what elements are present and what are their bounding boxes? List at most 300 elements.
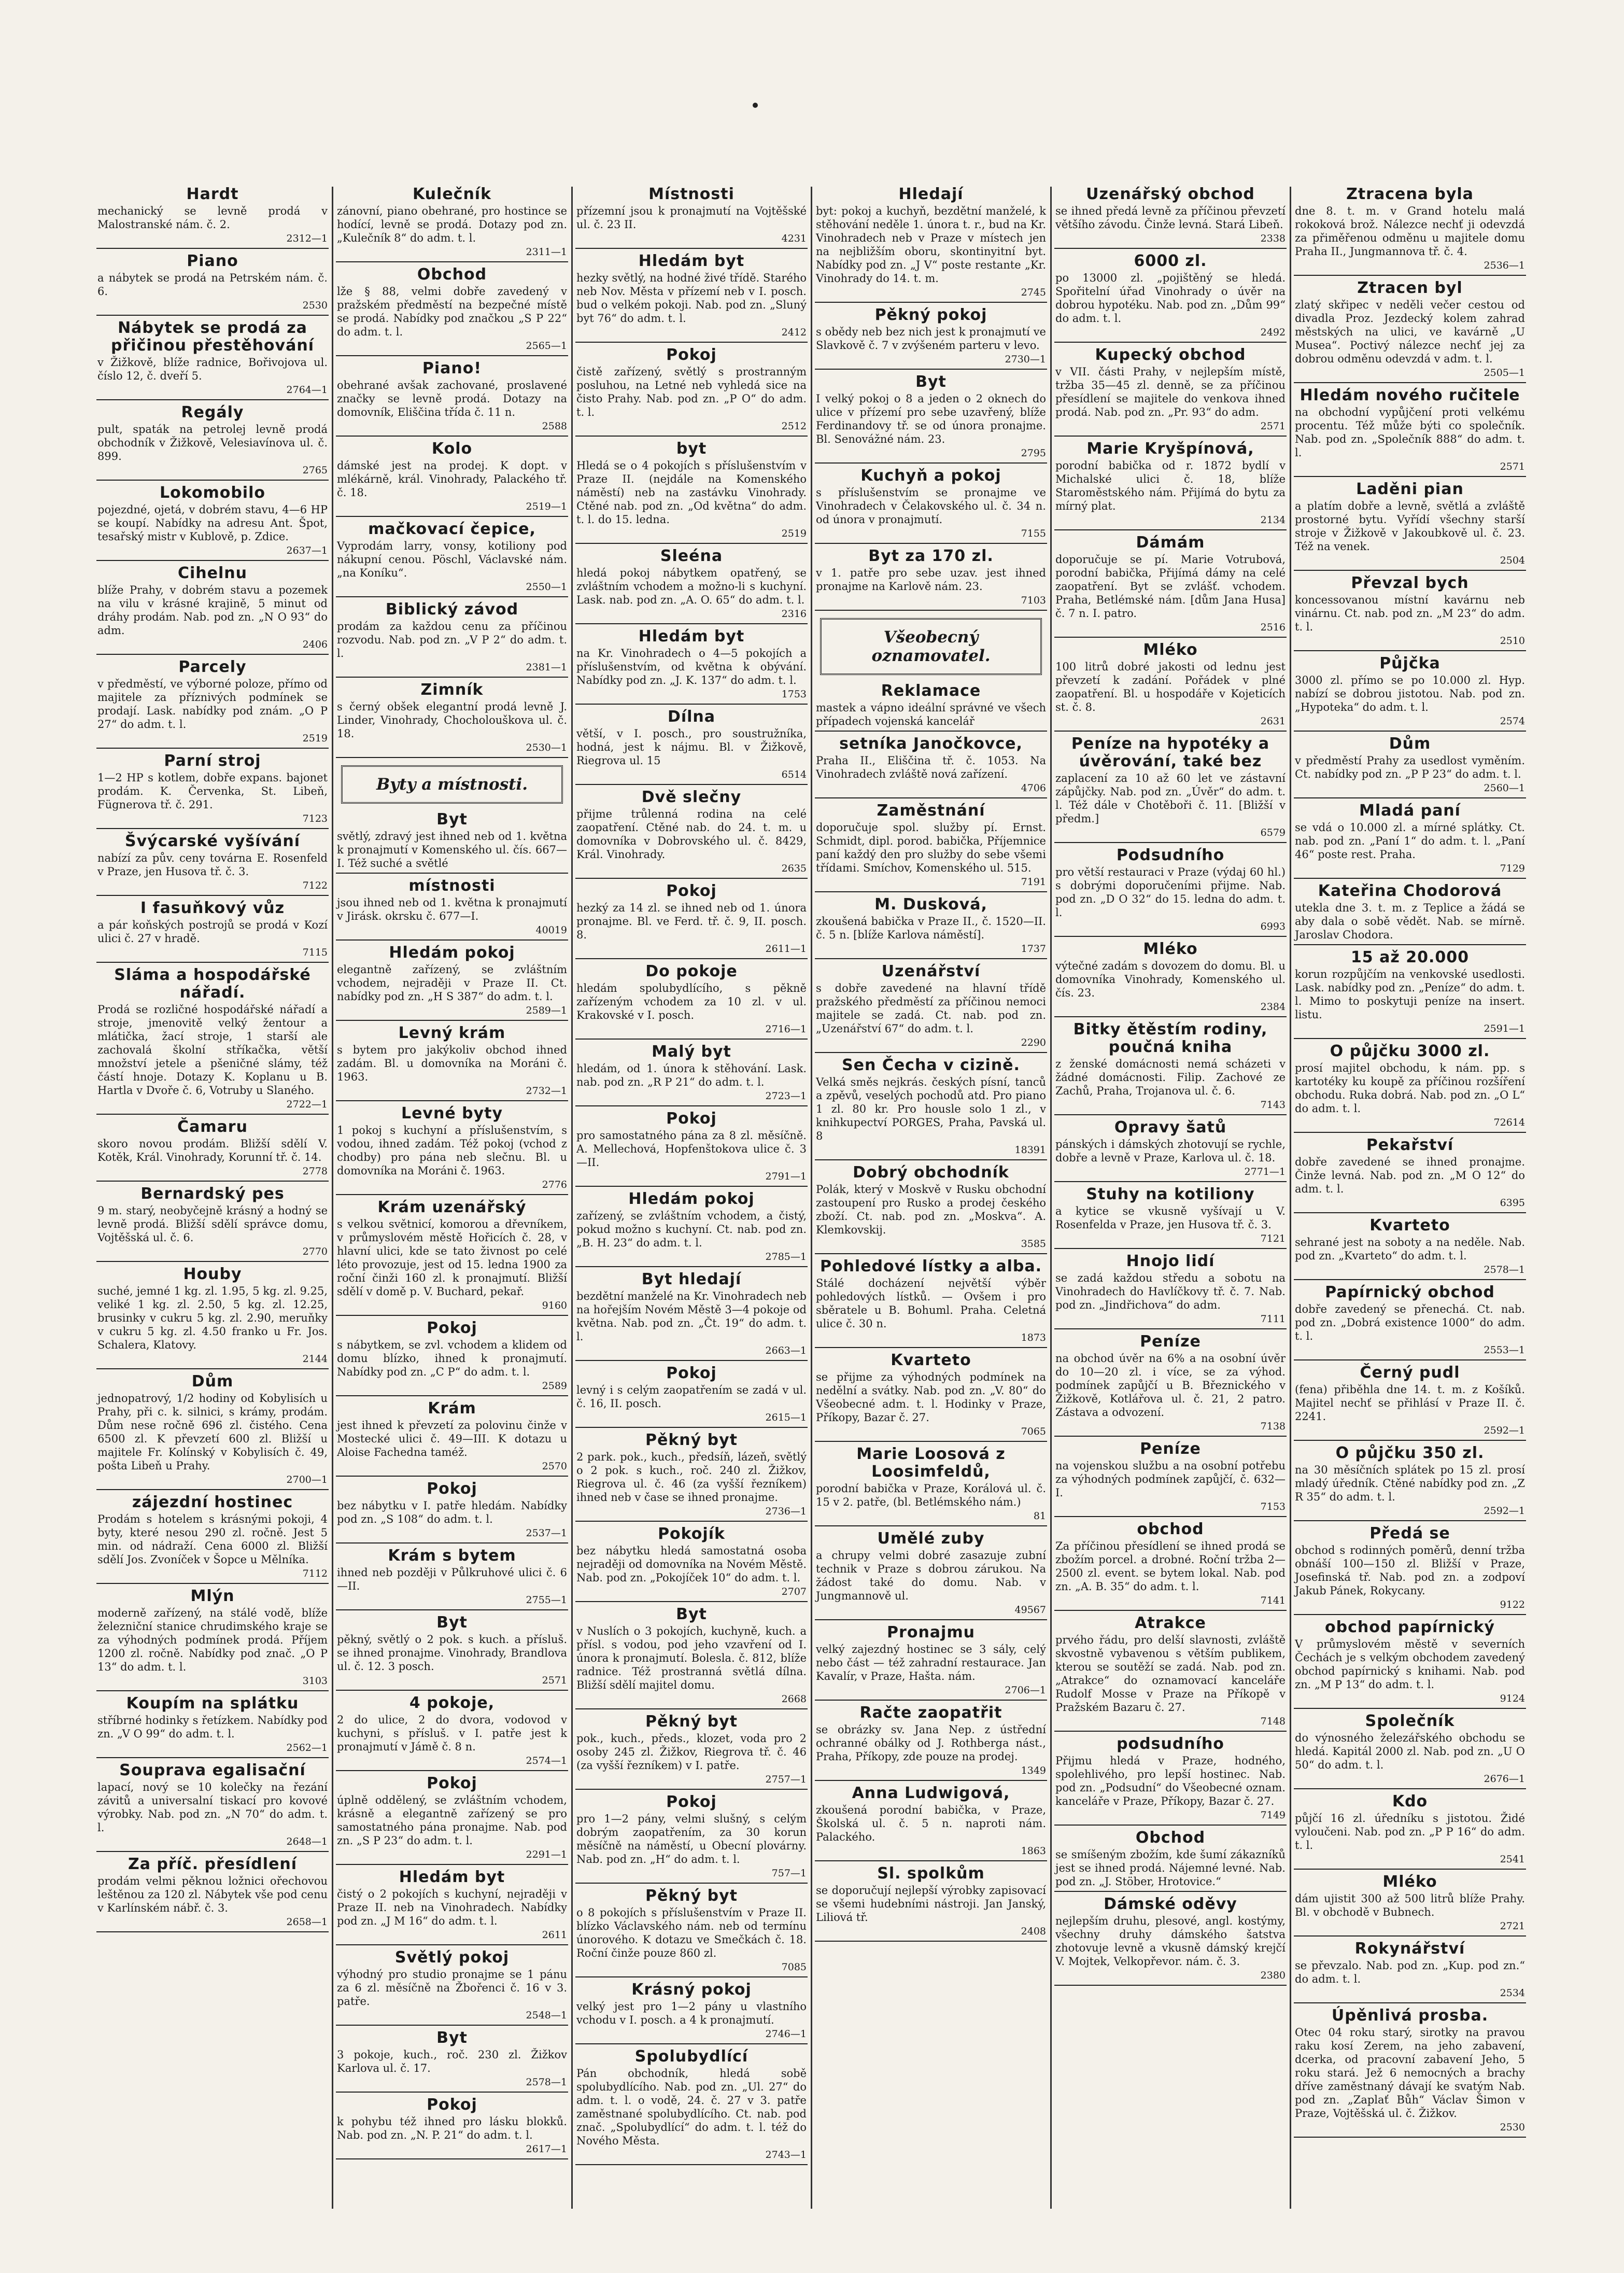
classified-ad <box>96 833 329 896</box>
ad-text: Pán obchodník, hledá sobě spolubydlícího. Nab. pod zn. „Ul. 27“ do adm. t. l. o vodě, 24. č. 27 v 3. patře zaměstnané spolubydlícího. Ct. nab. pod znač. „Spolubydlící“ do adm. t. l. též do Nového Města. <box>576 2067 807 2147</box>
ad-title: Peníze <box>1140 1440 1201 1458</box>
ad-reference-number: 2311—1 <box>526 246 567 258</box>
ad-text: dobře zavedený se přenechá. Ct. nab. pod zn. „Dobrá existence 1000“ do adm. t. l. <box>1295 1303 1525 1342</box>
classified-ad <box>815 373 1047 464</box>
ad-text: na 30 měsíčních splátek po 15 zl. prosí mladý úředník. Ctěné nabídky pod zn. „Z R 35“ do adm. t. l. <box>1295 1464 1525 1503</box>
ad-text: na Kr. Vinohradech o 4—5 pokojích a příslušenstvím, od května k obývání. Nabídky pod zn. „J. K. 137“ do adm. t. l. <box>576 647 807 686</box>
classified-ad <box>575 1525 808 1602</box>
classified-ad <box>1054 346 1287 437</box>
ad-title: O půjčku 350 zl. <box>1335 1444 1485 1462</box>
ad-title: Hledám pokoj <box>628 1190 755 1208</box>
ad-text: s velkou světnicí, komorou a dřevníkem, v průmyslovém městě Hořicích č. 28, v hlavní ulici, kde se tato živnost po celé léto provozuje, jest od 15. ledna 1900 za roční činži 160 zl. k pronajmutí. Bližší sdělí v domě p. V. Buchard, pekař. <box>337 1218 567 1298</box>
ad-reference-number: 2578—1 <box>526 2076 567 2088</box>
ad-text: se ihned předá levně za příčinou převzetí většího závodu. Činže levná. Stará Libeň. <box>1055 205 1286 231</box>
classified-ad <box>575 1190 808 1267</box>
ad-reference-number: 2505—1 <box>1484 367 1525 378</box>
ad-text: v VII. části Prahy, v nejlepším místě, tržba 35—45 zl. denně, se za příčinou přesídlení se majitele do venkova ihned prodá. Nab. pod zn. „Pr. 93“ do adm. <box>1055 366 1286 418</box>
ad-title: Pokoj <box>666 346 717 364</box>
classified-ad <box>1054 641 1287 732</box>
classified-ad <box>815 1530 1047 1620</box>
ad-title: Biblický závod <box>385 600 519 619</box>
classified-ad <box>96 966 329 1115</box>
ad-title: Umělé zuby <box>877 1530 985 1548</box>
ad-title: setníka Janočkovce, <box>839 735 1023 753</box>
classified-ad <box>96 752 329 829</box>
ad-reference-number: 2776 <box>542 1179 567 1190</box>
classified-ad <box>96 1856 329 1932</box>
ad-reference-number: 7123 <box>302 813 328 824</box>
ad-title: Kvarteto <box>891 1351 971 1369</box>
ad-title: Ztracen byl <box>1357 279 1463 297</box>
ad-title: Předá se <box>1369 1524 1450 1542</box>
ad-reference-number: 2589—1 <box>526 1005 567 1016</box>
ad-text: zařízený, se zvláštním vchodem, a čistý, pokud možno s kuchyní. Ct. nab. pod zn. „B. H. 23“ do adm. t. l. <box>576 1210 807 1249</box>
ad-title: Pokoj <box>666 882 717 900</box>
ad-text: po 13000 zl. „pojištěný se hledá. Spořitelní úřad Vinohrady o úvěr na dobrou hypotéku. Nab. pod zn. „Dům 99“ do adm. t. l. <box>1055 272 1286 325</box>
classified-ad <box>815 1258 1047 1348</box>
ad-title: I fasuňkový vůz <box>140 899 285 917</box>
ad-title: Ztracena byla <box>1346 185 1474 203</box>
ad-reference-number: 9124 <box>1500 1693 1525 1704</box>
ad-reference-number: 2380 <box>1260 1970 1286 1981</box>
ad-reference-number: 2537—1 <box>526 1527 567 1539</box>
ad-reference-number: 2663—1 <box>765 1345 807 1356</box>
ad-title: Pronajmu <box>887 1623 975 1641</box>
ad-text: nejlepším druhu, plesové, angl. kostýmy, všechny druhy dámského šatstva zhotovuje levně a vkusně dámský krejčí V. Mojtek, Velkopřevor. nám. č. 3. <box>1055 1915 1286 1968</box>
classified-ad <box>336 1199 568 1316</box>
ad-text: dámské jest na prodej. K dopt. v mlékárně, král. Vinohrady, Palackého tř. č. 18. <box>337 459 567 499</box>
classified-ad <box>1294 1444 1526 1521</box>
classified-ad <box>575 1432 808 1522</box>
ad-reference-number: 2611 <box>542 1929 567 1941</box>
ad-reference-number: 2764—1 <box>286 384 328 396</box>
ad-title: Půjčka <box>1379 654 1441 672</box>
ad-reference-number: 3585 <box>1021 1238 1046 1250</box>
ad-reference-number: 7103 <box>1021 595 1046 606</box>
classified-ad <box>815 735 1047 798</box>
ad-text: Za příčinou přesídlení se ihned prodá se zbožím porcel. a drobné. Roční tržba 2—2500 zl. event. se bytem lokal. Nab. pod zn. „A. B. 35“ do adm. t. l. <box>1055 1540 1286 1593</box>
ad-reference-number: 2757—1 <box>765 1774 807 1785</box>
classified-ad <box>96 319 329 400</box>
ad-text: levný i s celým zaopatřením se zadá v ul. č. 16, II. posch. <box>576 1384 807 1410</box>
ad-text: hledám, od 1. února k stěhování. Lask. nab. pod zn. „R P 21“ do adm. t. l. <box>576 1062 807 1088</box>
ad-reference-number: 7153 <box>1260 1501 1286 1512</box>
classified-ad <box>1294 1364 1526 1441</box>
ad-reference-number: 2408 <box>1021 1926 1046 1937</box>
classified-ad <box>1294 735 1526 798</box>
ad-reference-number: 1349 <box>1021 1765 1046 1776</box>
ad-text: byt: pokoj a kuchyň, bezdětní manželé, k stěhování neděle 1. února t. r., bud na Kr. Vinohradech neb v Praze v místech jen na nejbližším oboru, skontinyitní byt. Nabídky pod zn. „J V“ poste restante „Kr. Vinohrady do 14. t. m. <box>816 205 1046 285</box>
ad-reference-number: 2406 <box>302 639 328 650</box>
ad-text: jsou ihned neb od 1. května k pronajmutí v Jirásk. okrsku č. 677—I. <box>337 896 567 922</box>
ad-reference-number: 3103 <box>302 1675 328 1687</box>
ad-reference-number: 2676—1 <box>1484 1773 1525 1785</box>
ad-text: lapací, nový se 10 kolečky na řezání závitů a universalní tiskací pro kovové výrobky. Nab. pod zn. „N 70“ do adm. t. l. <box>97 1781 328 1834</box>
ad-title: Pekařství <box>1366 1136 1454 1154</box>
ad-reference-number: 2541 <box>1500 1854 1525 1865</box>
ad-text: 3 pokoje, kuch., roč. 230 zl. Žižkov Karlova ul. č. 17. <box>337 2048 567 2074</box>
classified-ad <box>336 601 568 678</box>
classified-ad <box>815 1164 1047 1254</box>
ad-reference-number: 7111 <box>1260 1313 1286 1325</box>
column-rule <box>571 187 573 2209</box>
ad-reference-number: 72614 <box>1493 1117 1525 1128</box>
ad-reference-number: 2571 <box>1500 461 1525 472</box>
ad-reference-number: 2560—1 <box>1484 782 1525 794</box>
ad-reference-number: 2722—1 <box>286 1099 328 1110</box>
ad-reference-number: 2381—1 <box>526 662 567 673</box>
ad-title: Uzenářství <box>881 962 981 980</box>
ad-title: Souprava egalisační <box>119 1761 306 1779</box>
classified-ad <box>96 1266 329 1369</box>
ad-title: Mléko <box>1143 641 1198 659</box>
ad-title: Uzenářský obchod <box>1086 185 1255 203</box>
ad-text: porodní babička v Praze, Korálová ul. č. 15 v 2. patře, (bl. Betlémského nám.) <box>816 1482 1046 1508</box>
ad-reference-number: 1863 <box>1021 1845 1046 1857</box>
ad-text: v Žižkově, blíže radnice, Bořivojova ul. číslo 12, č. dveří 5. <box>97 356 328 382</box>
ad-text: mechanický se levně prodá v Malostranské nám. č. 2. <box>97 205 328 231</box>
ad-title: Pokoj <box>666 1793 717 1811</box>
ad-text: a platím dobře a levně, světlá a zvláště prostorné bytu. Vyřídí všechny starší stroje v Žižkově v Jakoubkově ul. č. 23. Též na venek. <box>1295 500 1525 553</box>
ad-text: pro samostatného pána za 8 zl. měsíčně. A. Mellechová, Hopfenštokova ulice č. 3—II. <box>576 1129 807 1169</box>
classified-ad <box>815 467 1047 544</box>
ad-title: Atrakce <box>1135 1614 1206 1632</box>
ad-title: podsudního <box>1117 1735 1224 1753</box>
classified-ad <box>1294 1940 1526 2003</box>
ad-reference-number: 1873 <box>1021 1332 1046 1343</box>
ad-title: Opravy šatů <box>1114 1118 1227 1136</box>
ad-title: Hardt <box>186 185 239 203</box>
ad-reference-number: 1737 <box>1021 943 1046 955</box>
classified-ad <box>575 2048 808 2165</box>
ad-text: pánských i dámských zhotovují se rychle, dobře a levně v Praze, Karlova ul. č. 18. <box>1055 1138 1286 1164</box>
ad-reference-number: 81 <box>1033 1510 1046 1522</box>
ad-text: s nábytkem, se zvl. vchodem a klidem od domu blízko, ihned k pronajmutí. Nabídky pod zn. „C P“ do adm. t. l. <box>337 1339 567 1378</box>
classified-ad <box>336 1949 568 2026</box>
ad-title: Rokynářství <box>1354 1940 1465 1958</box>
ad-text: zaplacení za 10 až 60 let ve zástavní zápůjčky. Nab. pod zn. „Úvěr“ do adm. t. l. Též dále v Chotěboři č. 11. [Bližší v předm.] <box>1055 772 1286 825</box>
ad-title: Dílna <box>667 708 716 726</box>
ad-text: koncessovanou místní kavárnu neb vinárnu. Ct. nab. pod zn. „M 23“ do adm. t. l. <box>1295 594 1525 633</box>
ad-title: Pěkný byt <box>645 1887 738 1905</box>
classified-ad <box>96 1373 329 1490</box>
column-1 <box>96 185 329 2212</box>
ad-title: Obchod <box>1135 1829 1206 1847</box>
ad-text: pok., kuch., předs., klozet, voda pro 2 osoby 245 zl. Žižkov, Riegrova tř. č. 46 (za vyšší řezníkem) v I. patře. <box>576 1732 807 1772</box>
classified-ad <box>1294 1793 1526 1870</box>
ad-reference-number: 40019 <box>535 924 567 936</box>
ad-reference-number: 2570 <box>542 1461 567 1472</box>
classified-ad <box>1294 279 1526 383</box>
ad-reference-number: 2510 <box>1500 635 1525 647</box>
ad-reference-number: 2771—1 <box>1244 1166 1286 1177</box>
ad-title: obchod papírnický <box>1325 1618 1495 1636</box>
classified-ad <box>1054 1253 1287 1329</box>
ad-title: Byt <box>676 1605 707 1623</box>
classified-ad <box>1294 1873 1526 1937</box>
ad-text: Praha II., Eliščina tř. č. 1053. Na Vinohradech zvláště nová zařízení. <box>816 754 1046 780</box>
ad-text: Přijmu hledá v Praze, hodného, spolehlivého, pro lepší hostinec. Nab. pod zn. „Podsudní“ do Všeobecné oznam. kanceláře v Praze, Příkopy, Bazar č. 27. <box>1055 1755 1286 1807</box>
ad-text: velký zajezdný hostinec se 3 sály, celý nebo část — též zahradní restaurace. Jan Kavalír, v Praze, Hašta. nám. <box>816 1643 1046 1682</box>
classified-ad <box>575 252 808 343</box>
classified-ad <box>336 811 568 874</box>
ad-reference-number: 2290 <box>1021 1037 1046 1048</box>
classified-ad <box>575 1793 808 1884</box>
ad-reference-number: 2530—1 <box>526 742 567 753</box>
ad-text: se převzalo. Nab. pod zn. „Kup. pod zn.“ do adm. t. l. <box>1295 1959 1525 1985</box>
ad-text: Prodám s hotelem s krásnými pokoji, 4 byty, které nesou 290 zl. ročně. Jest 5 min. od nádraží. Cena 6000 zl. Bližší sdělí Jos. Zvoníček v Šopce u Mělníka. <box>97 1513 328 1566</box>
ad-title: Levný krám <box>398 1024 506 1042</box>
ad-reference-number: 2574—1 <box>526 1755 567 1766</box>
ad-reference-number: 2716—1 <box>765 1023 807 1035</box>
ad-text: obehrané avšak zachované, proslavené značky se levně prodá. Dotazy na domovník, Eliščina třída č. 11 n. <box>337 379 567 418</box>
classified-ad <box>575 628 808 705</box>
ad-reference-number: 7191 <box>1021 876 1046 888</box>
classified-ad <box>336 440 568 517</box>
ad-reference-number: 7148 <box>1260 1716 1286 1727</box>
ad-reference-number: 2512 <box>781 420 807 432</box>
ad-text: jest ihned k převzetí za polovinu činže v Mostecké ulici č. 49—III. K dotazu u Aloise Fachedna taméž. <box>337 1419 567 1458</box>
ad-title: Pokoj <box>427 2096 477 2114</box>
ad-text: k pohybu též ihned pro lásku blokků. Nab. pod zn. „N. P. 21“ do adm. t. l. <box>337 2115 567 2141</box>
ad-text: prodám velmi pěknou ložnici ořechovou leštěnou za 120 zl. Nábytek vše pod cenu v Karlínském nábř. č. 3. <box>97 1875 328 1914</box>
ad-text: 1—2 HP s kotlem, dobře expans. bajonet prodám. K. Červenka, St. Libeň, Fügnerova tř. č. 291. <box>97 771 328 811</box>
classified-ad <box>336 1694 568 1771</box>
ad-text: doporučuje spol. služby pí. Ernst. Schmidt, dipl. porod. babička, Příjemnice paní každý den pro služby do sebe všemi třídami. Smíchov, Komenského ul. 515. <box>816 821 1046 874</box>
ad-title: Bernardský pes <box>140 1185 285 1203</box>
ad-reference-number: 7121 <box>1260 1233 1286 1244</box>
ad-title: Kuchyň a pokoj <box>860 467 1001 485</box>
ad-title: obchod <box>1137 1520 1204 1538</box>
ad-text: hledá pokoj nábytkem opatřený, se zvláštním vchodem a možno-li s kuchyní. Lask. nab. pod zn. „A. O. 65“ do adm. t. l. <box>576 567 807 606</box>
ad-text: úplně oddělený, se zvláštním vchodem, krásně a elegantně zařízený se pro samostatného pána pronajme. Nab. pod zn. „S P 23“ do adm. t. l. <box>337 1794 567 1847</box>
ad-text: moderně zařízený, na stálé vodě, blíže železniční stanice chrudimského kraje se za výhodných podmínek prodá. Příjem 1200 zl. ročně. Nabídky pod znač. „O P 13“ do adm. t. l. <box>97 1607 328 1673</box>
classified-ad <box>1294 802 1526 879</box>
ad-text: hledám spolubydlícího, s pěkně zařízeným vchodem za 10 zl. v ul. Krakovské v I. posch. <box>576 982 807 1021</box>
classified-ad <box>96 484 329 561</box>
ad-text: Otec 04 roku starý, sirotky na pravou raku kosí Zerem, na jeho zabavení, dcerka, od pracovní zabavení Jeho, 5 roku stará. Jež 6 nemocných a brachy dříve zaměstnaný dávají ke svatým Nab. pod zn. „Zaplať Bůh“ Václav Šimon v Praze, Vojtěšská ul. č. Žižkov. <box>1295 2026 1525 2120</box>
ad-title: Stuhy na kotiliony <box>1086 1185 1255 1203</box>
ad-text: pro větší restauraci v Praze (výdaj 60 hl.) s dobrými doporučeními přijme. Nab. pod zn. „D O 32“ do 15. ledna do adm. t. l. <box>1055 866 1286 919</box>
ad-reference-number: 2550—1 <box>526 581 567 593</box>
ad-reference-number: 2519 <box>302 733 328 744</box>
classified-ad <box>96 565 329 655</box>
ad-reference-number: 2778 <box>302 1166 328 1177</box>
ad-text: bezdětní manželé na Kr. Vinohradech neb na hořejším Novém Městě 3—4 pokoje od května. Nab. pod zn. „Čt. 19“ do adm. t. l. <box>576 1290 807 1343</box>
classified-ad <box>336 360 568 437</box>
ad-text: zkoušená babička v Praze II., č. 1520—II. č. 5 n. [blíže Karlova náměstí]. <box>816 915 1046 941</box>
ad-reference-number: 2592—1 <box>1484 1425 1525 1436</box>
ad-text: se obrázky sv. Jana Nep. z ústřední ochranné obálky od J. Rothberga nást., Praha, Příkopy, zde pouze na prodej. <box>816 1723 1046 1763</box>
ad-title: O půjčku 3000 zl. <box>1330 1042 1490 1060</box>
column-5 <box>1054 185 1287 2212</box>
ad-text: na obchodní vypůjčení proti velkému procentu. Též může býti co společník. Nab. pod zn. „Společník 888“ do adm. t. l. <box>1295 406 1525 459</box>
ad-title: Kupecký obchod <box>1095 346 1246 364</box>
ad-title: Převzal bych <box>1351 574 1469 592</box>
ad-title: Houby <box>183 1265 242 1283</box>
ad-text: v předměstí Prahy za usedlost vyměním. Ct. nabídky pod zn. „P P 23“ do adm. t. l. <box>1295 754 1525 780</box>
ad-text: přijme trůlenná rodina na celé zaopatření. Ctěné nab. do 24. t. m. u domovníka v Dobrovského ul. č. 8429, Král. Vinohrady. <box>576 808 807 861</box>
classified-ad <box>336 1869 568 1945</box>
ad-reference-number: 2492 <box>1260 327 1286 338</box>
ad-title: místnosti <box>408 877 496 895</box>
column-2 <box>336 185 568 2212</box>
ad-reference-number: 7129 <box>1500 863 1525 874</box>
ad-reference-number: 2658—1 <box>286 1916 328 1928</box>
ad-title: Mlýn <box>190 1587 235 1605</box>
classified-ad <box>1294 1284 1526 1360</box>
ad-reference-number: 2504 <box>1500 555 1525 566</box>
ad-text: čistý o 2 pokojích s kuchyní, nejraději v Praze II. neb na Vinohradech. Nabídky pod zn. „J M 16“ do adm. t. l. <box>337 1888 567 1927</box>
ad-text: dám ujistit 300 až 500 litrů blíže Prahy. Bl. v obchodě v Bubnech. <box>1295 1892 1525 1918</box>
ad-title: zájezdní hostinec <box>132 1493 293 1511</box>
ad-text: Velká směs nejkrás. českých písní, tanců a zpěvů, veselých pochodů atd. Pro piano 1 zl. 80 kr. Pro housle solo 1 zl., v knihkupectví PORGES, Praha, Pavská ul. 8 <box>816 1076 1046 1142</box>
classified-ad <box>1054 1735 1287 1826</box>
ad-text: zánovní, piano obehrané, pro hostince se hodící, levně se prodá. Dotazy pod zn. „Kulečník 8“ do adm. t. l. <box>337 205 567 244</box>
ad-title: 15 až 20.000 <box>1350 948 1470 966</box>
ad-text: a nábytek se prodá na Petrském nám. č. 6. <box>97 272 328 298</box>
classified-ad <box>815 306 1047 370</box>
ad-reference-number: 2536—1 <box>1484 260 1525 271</box>
ad-text: výhodný pro studio pronajme se 1 pánu za 6 zl. měsíčně na Žbořenci č. 16 v 3. patře. <box>337 1968 567 2008</box>
ad-reference-number: 2134 <box>1260 514 1286 526</box>
classified-ad <box>1294 1043 1526 1133</box>
ad-reference-number: 2548—1 <box>526 2010 567 2021</box>
ad-text: do výnosného železářského obchodu se hledá. Kapitál 2000 zl. Nab. pod zn. „U O 50“ do adm. t. l. <box>1295 1732 1525 1771</box>
ad-reference-number: 2723—1 <box>765 1090 807 1102</box>
ad-reference-number: 2770 <box>302 1246 328 1257</box>
ad-title: Dvě slečny <box>641 788 742 806</box>
ad-title: Laděni pian <box>1356 480 1464 498</box>
ad-reference-number: 2648—1 <box>286 1836 328 1847</box>
section-heading: Všeobecný oznamovatel. <box>820 618 1042 675</box>
ad-text: světlý, zdravý jest ihned neb od 1. května k pronajmutí v Komenského ul. čís. 667—I. Též suché a světlé <box>337 830 567 869</box>
classified-ad <box>1294 1525 1526 1615</box>
column-3 <box>575 185 808 2212</box>
classified-ad <box>336 1025 568 1101</box>
ad-text: s příslušenstvím se pronajme ve Vinohradech v Čelakovského ul. č. 34 n. od února v pronajmutí. <box>816 486 1046 526</box>
classified-ad <box>815 1352 1047 1442</box>
ad-reference-number: 2562—1 <box>286 1742 328 1753</box>
classified-ad <box>96 900 329 963</box>
ad-title: Pokoj <box>666 1110 717 1128</box>
classified-ad <box>336 1775 568 1865</box>
ad-text: ihned neb později v Půlkruhové ulici č. 6—II. <box>337 1566 567 1592</box>
ad-text: korun rozpůjčím na venkovské usedlosti. Lask. nabídky pod zn. „Peníze“ do adm. t. l. Mimo to poskytuji peníze na insert. listu. <box>1295 968 1525 1021</box>
ad-text: 1 pokoj s kuchyní a příslušenstvím, s vodou, ihned zadám. Též pokoj (vchod z chodby) pro pána neb slečnu. Bl. u domovníka na Moráni č. 1963. <box>337 1124 567 1177</box>
classified-ad <box>1054 1119 1287 1182</box>
ad-title: Obchod <box>417 265 487 284</box>
ad-text: bez nábytku v I. patře hledám. Nabídky pod zn. „S 108“ do adm. t. l. <box>337 1499 567 1525</box>
ad-text: velký jest pro 1—2 pány u vlastního vchodu v I. posch. a 4 k pronajmutí. <box>576 2000 807 2026</box>
classified-ad <box>1294 2007 1526 2138</box>
ad-title: Pokoj <box>666 1364 717 1382</box>
ad-reference-number: 2611—1 <box>765 943 807 955</box>
ad-text: na obchod úvěr na 6% a na osobní úvěr do 10—20 zl. i více, se za výhod. podmínek zapůjčí u B. Březnického v Žižkově, Kotlářova ul. č. 21, 2 patro. Zástava a odvození. <box>1055 1352 1286 1419</box>
classified-ad <box>336 2096 568 2159</box>
classified-ad <box>1294 1713 1526 1789</box>
classified-ad <box>96 1185 329 1262</box>
ad-title: Místnosti <box>648 185 735 203</box>
ad-reference-number: 7141 <box>1260 1595 1286 1606</box>
ad-reference-number: 2338 <box>1260 233 1286 244</box>
ad-title: Anna Ludwigová, <box>852 1784 1010 1802</box>
ad-text: pro 1—2 pány, velmi slušný, s celým dobrým zaopatřením, za 30 korun měsíčně na náměstí, u Obecní plovárny. Nab. pod zn. „H“ do adm. t. l. <box>576 1813 807 1865</box>
ad-text: obchod s rodinných poměrů, denní tržba obnáší 100—150 zl. Bližší v Praze, Josefinská tř. Nab. pod zn. a zodpoví Jakub Pánek, Rokycany. <box>1295 1544 1525 1597</box>
ad-title: 4 pokoje, <box>409 1694 495 1712</box>
classified-ad <box>336 877 568 941</box>
ad-reference-number: 2732—1 <box>526 1085 567 1097</box>
classified-ad <box>96 658 329 749</box>
classified-ad <box>815 682 1047 732</box>
classified-ad <box>1054 252 1287 343</box>
ad-title: M. Dusková, <box>874 895 987 914</box>
ad-title: Sl. spolkům <box>877 1864 985 1883</box>
classified-ad <box>575 1110 808 1187</box>
ad-reference-number: 7112 <box>302 1568 328 1579</box>
classified-ad <box>575 1043 808 1106</box>
ad-text: půjčí 16 zl. úředníku s jistotou. Židé vyloučeni. Nab. pod zn. „P P 16“ do adm. t. l. <box>1295 1812 1525 1851</box>
ad-text: o 8 pokojích s příslušenstvím v Praze II. blízko Václavského nám. neb od termínu únorového. K dotazu ve Smečkách č. 18. Roční činže pouze 860 zl. <box>576 1906 807 1959</box>
ad-title: Koupím na splátku <box>126 1694 299 1713</box>
ad-reference-number: 2534 <box>1500 1987 1525 1999</box>
ad-reference-number: 2589 <box>542 1380 567 1392</box>
classified-ad <box>575 708 808 785</box>
ad-title: Krám <box>428 1399 476 1418</box>
classified-ad <box>1294 1217 1526 1280</box>
ad-title: byt <box>676 440 707 458</box>
ad-title: Byt za 170 zl. <box>868 547 994 565</box>
ad-text: v Nuslích o 3 pokojích, kuchyně, kuch. a přísl. s vodou, pod jeho vzavření od I. února k pronajmutí. Bolesla. č. 812, blíže radnice. Též prostranná světlá dílna. Bližší sdělí majitel domu. <box>576 1625 807 1691</box>
classified-ad <box>96 252 329 316</box>
ad-reference-number: 2574 <box>1500 715 1525 727</box>
classified-ad <box>1294 1619 1526 1709</box>
ad-text: větší, v I. posch., pro soustružníka, hodná, jest k nájmu. Bl. v Žižkově, Riegrova ul. 15 <box>576 727 807 767</box>
classified-ad <box>815 963 1047 1053</box>
classified-ad <box>336 186 568 262</box>
ad-title: Dobrý obchodník <box>853 1163 1009 1182</box>
ad-reference-number: 2617—1 <box>526 2143 567 2155</box>
classified-ad <box>1054 1440 1287 1517</box>
ad-title: Pokoj <box>427 1319 477 1337</box>
ad-text: hezky světlý, na hodné živé třídě. Starého neb Nov. Města v přízemí neb v I. posch. bud o velkém pokoji. Nab. pod zn. „Sluný byt 76“ do adm. t. l. <box>576 272 807 325</box>
classified-ad <box>1054 941 1287 1017</box>
ad-reference-number: 2384 <box>1260 1001 1286 1013</box>
ad-text: dobře zavedené se ihned pronajme. Činže levná. Nab. pod zn. „M O 12“ do adm. t. l. <box>1295 1156 1525 1195</box>
ad-title: Úpěnlivá prosba. <box>1331 2007 1489 2025</box>
ad-title: Parní stroj <box>164 752 261 770</box>
ad-title: Čamaru <box>177 1118 248 1136</box>
ad-text: utekla dne 3. t. m. z Teplice a žádá se aby dala o sobě vědět. Nab. se mírně. Jaroslav Chodora. <box>1295 902 1525 941</box>
ad-text: se vdá o 10.000 zl. a mírné splátky. Ct. nab. pod zn. „Paní 1“ do adm. t. l. „Paní 46“ poste rest. Praha. <box>1295 821 1525 861</box>
ad-title: Pohledové lístky a alba. <box>820 1257 1042 1275</box>
column-rule <box>1290 187 1291 2209</box>
classified-ad <box>575 346 808 437</box>
classified-ad <box>815 1624 1047 1701</box>
ad-reference-number: 2316 <box>781 608 807 620</box>
classified-ad <box>1054 440 1287 530</box>
ad-text: 2 do ulice, 2 do dvora, vodovod v kuchyni, s přísluš. v I. patře jest k pronajmutí v Jámě č. 8 n. <box>337 1714 567 1753</box>
ad-text: Polák, který v Moskvě v Rusku obchodní zastoupení pro Rusko a prodej českého zboží. Ct. nab. pod zn. „Moskva“. A. Klemkovskij. <box>816 1183 1046 1236</box>
ad-text: zlatý skřipec v neděli večer cestou od divadla Proz. Jezdecký kolem zahrad městských na ulici, ve kavárně „U Musea“. Poctivý nálezce nechť jej za dobrou odměnu odevzdá v adm. t. l. <box>1295 299 1525 365</box>
ad-text: prosí majitel obchodu, k nám. pp. s kartotéky ku koupě za příčinou rozšíření obchodu. Ruka dobrá. Nab. pod zn. „O L“ do adm. t. l. <box>1295 1062 1525 1115</box>
ad-title: Dům <box>1389 735 1431 753</box>
ad-title: Spolubydlící <box>634 2047 749 2066</box>
ad-text: výtečné zadám s dovozem do domu. Bl. u domovníka Vinohrady, Komenského ul. čís. 23. <box>1055 960 1286 999</box>
column-rule <box>332 187 333 2209</box>
ad-title: Hnojo lidí <box>1126 1252 1215 1270</box>
ad-text: hezký za 14 zl. se ihned neb od 1. února pronajme. Bl. ve Ferd. tř. č. 9, II. posch. 8. <box>576 902 807 941</box>
